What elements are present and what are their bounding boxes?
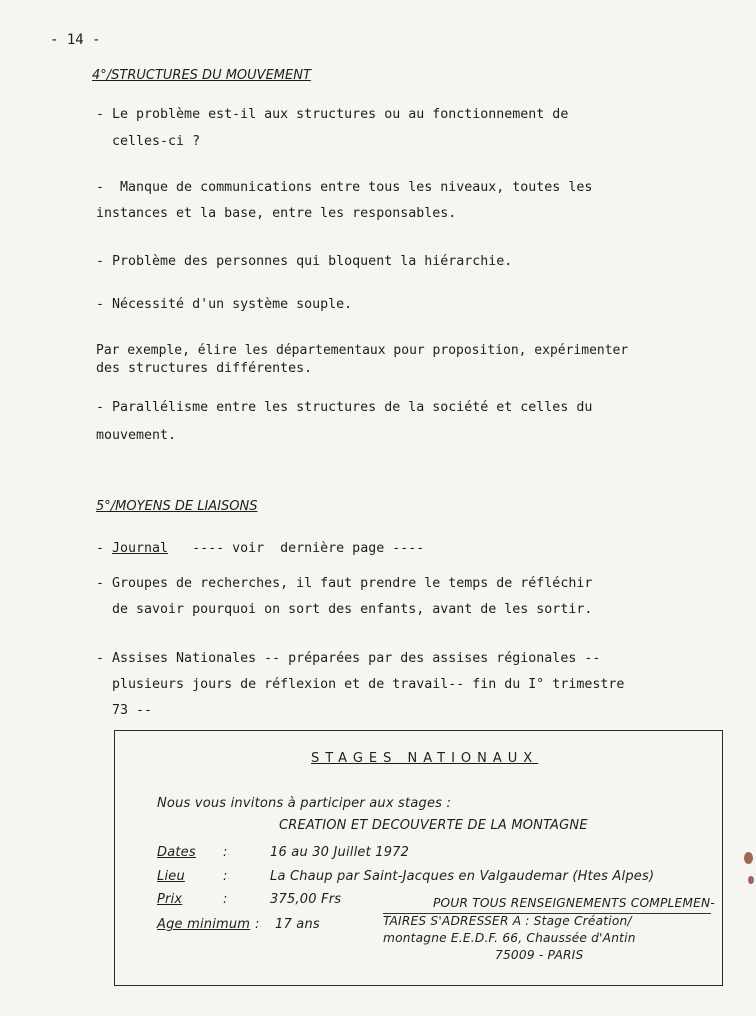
lieu-colon: : — [223, 869, 228, 884]
section-5-line-1: - Groupes de recherches, il faut prendre le temps de réfléchir — [96, 576, 593, 591]
info-line-3: montagne E.E.D.F. 66, Chaussée d'Antin — [383, 931, 636, 945]
section-4-line-5: - Problème des personnes qui bloquent la hiérarchie. — [96, 254, 513, 269]
section-4-line-1: - Le problème est-il aux structures ou au fonctionnement de — [96, 107, 569, 122]
prix-colon: : — [223, 892, 228, 907]
age-value: 17 ans — [275, 917, 320, 932]
journal-rest: ---- voir dernière page ---- — [168, 541, 425, 556]
prix-label: Prix — [157, 892, 183, 907]
section-5-line-2: de savoir pourquoi on sort des enfants, avant de les sortir. — [96, 602, 593, 617]
section-4-line-4: instances et la base, entre les responsables. — [96, 206, 457, 221]
info-line-2: TAIRES S'ADRESSER A : Stage Création/ — [383, 914, 632, 928]
age-label: Age minimum — [157, 917, 251, 932]
stages-invite: Nous vous invitons à participer aux stages : — [157, 796, 452, 811]
stages-title: STAGES NATIONAUX — [311, 751, 539, 766]
section-5-title: 5°/MOYENS DE LIAISONS — [96, 499, 258, 514]
journal-dash: - — [96, 541, 113, 556]
section-4-line-2: celles-ci ? — [96, 134, 201, 149]
section-5-line-3: - Assises Nationales -- préparées par des assises régionales -- — [96, 651, 601, 666]
section-4-title: 4°/STRUCTURES DU MOUVEMENT — [92, 68, 311, 83]
section-4-line-7: Par exemple, élire les départementaux pour proposition, expérimenter — [96, 343, 629, 358]
lieu-label: Lieu — [157, 869, 185, 884]
stain-mark — [748, 876, 754, 884]
section-4-line-3: - Manque de communications entre tous les niveaux, toutes les — [96, 180, 593, 195]
info-line-4: 75009 - PARIS — [495, 948, 584, 962]
dates-label: Dates — [157, 845, 196, 860]
stain-mark — [744, 852, 753, 864]
journal-label: Journal — [112, 541, 169, 556]
section-4-line-10: mouvement. — [96, 428, 177, 443]
dates-colon: : — [223, 845, 228, 860]
section-5-line-4: plusieurs jours de réflexion et de travail-- fin du I° trimestre — [96, 677, 625, 692]
section-4-line-6: - Nécessité d'un système souple. — [96, 297, 353, 312]
journal-line — [96, 541, 424, 556]
page-number: - 14 - — [50, 32, 101, 48]
prix-value: 375,00 Frs — [270, 892, 342, 907]
section-5-line-5: 73 -- — [96, 703, 153, 718]
stages-box — [114, 730, 723, 986]
info-line-1: POUR TOUS RENSEIGNEMENTS COMPLEMEN- — [433, 896, 715, 910]
lieu-value: La Chaup par Saint-Jacques en Valgaudemar (Htes Alpes) — [270, 869, 655, 884]
stage-name: CREATION ET DECOUVERTE DE LA MONTAGNE — [279, 818, 588, 833]
section-4-line-9: - Parallélisme entre les structures de la société et celles du — [96, 400, 593, 415]
age-colon: : — [255, 917, 260, 932]
dates-value: 16 au 30 Juillet 1972 — [270, 845, 410, 860]
section-4-line-8: des structures différentes. — [96, 361, 313, 376]
